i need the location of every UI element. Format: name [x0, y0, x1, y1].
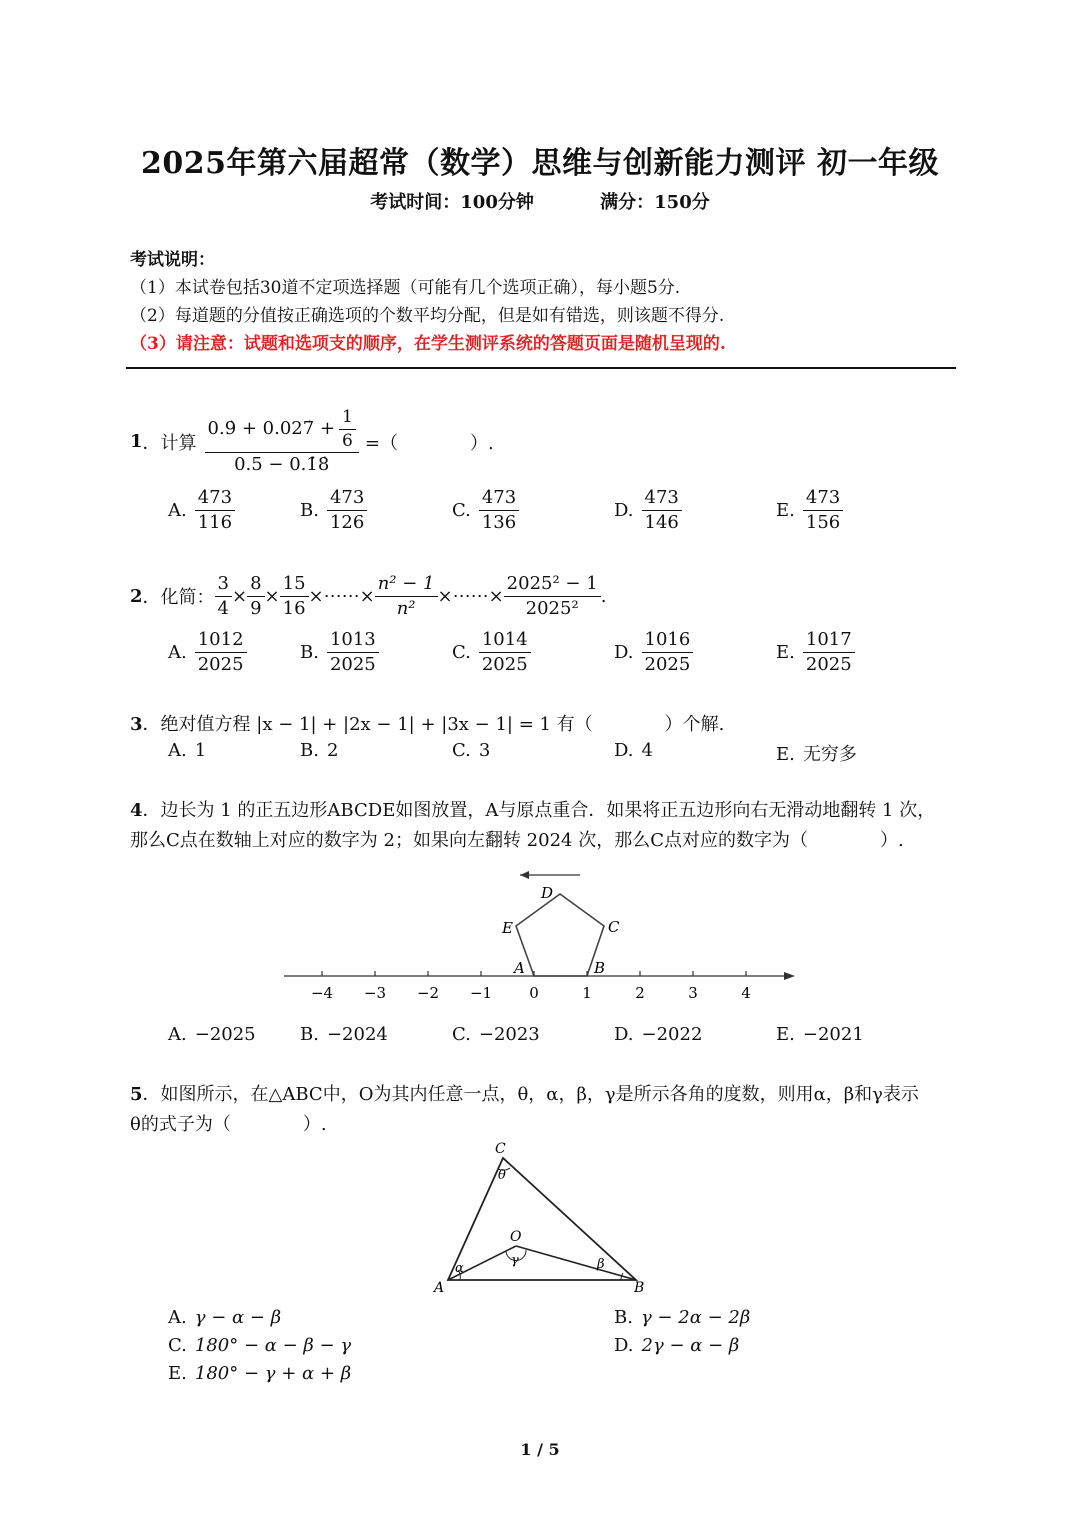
- option-denominator: 156: [805, 511, 841, 533]
- tick-label: −4: [310, 984, 334, 1002]
- q1-inner-num: 1: [339, 408, 356, 430]
- option-denominator: 2025: [644, 653, 691, 675]
- note-2: （2）每道题的分值按正确选项的个数平均分配，但是如有错选，则该题不得分.: [130, 306, 725, 326]
- angle-label-alpha: α: [455, 1261, 464, 1276]
- option-text: 2γ − α − β: [641, 1335, 740, 1356]
- option-numerator: 1013: [327, 630, 379, 653]
- option-label: A.: [168, 740, 187, 761]
- period: .: [600, 585, 607, 607]
- option-text: γ − α − β: [194, 1307, 282, 1328]
- denominator: 2025²: [525, 597, 579, 619]
- tick-label: 1: [582, 984, 592, 1002]
- option-label: A.: [168, 1024, 187, 1045]
- vertex-label-d: D: [541, 884, 554, 902]
- point-label-c: C: [495, 1141, 506, 1157]
- option-text: 2: [326, 740, 339, 761]
- denominator: n²: [396, 597, 416, 619]
- vertex-label-b: B: [594, 959, 606, 977]
- option-label: C.: [452, 1024, 471, 1045]
- option-denominator: 136: [481, 511, 517, 533]
- tick-label: 2: [635, 984, 645, 1002]
- option-text: −2023: [478, 1024, 540, 1045]
- number-line-arrow: [784, 972, 795, 980]
- question-line-2: 那么C点在数轴上对应的数字为 2；如果向左翻转 2024 次，那么C点对应的数字为（ ）.: [130, 830, 904, 851]
- question-number: 5: [130, 1084, 143, 1105]
- option-text: 180° − α − β − γ: [194, 1335, 352, 1356]
- ellipsis-times: ×⋯⋯×: [437, 585, 504, 607]
- option-label: D.: [614, 740, 634, 761]
- point-label-o: O: [510, 1229, 522, 1245]
- option-numerator: 1014: [479, 630, 531, 653]
- angle-label-theta: θ: [498, 1168, 506, 1183]
- ellipsis-times: ×⋯⋯×: [308, 585, 375, 607]
- triangle-figure: [420, 1138, 660, 1298]
- question-1: [130, 408, 494, 475]
- option-text: −2021: [802, 1024, 864, 1045]
- q4-option-a[interactable]: [168, 1024, 256, 1045]
- question-prefix: ．计算: [142, 432, 197, 454]
- q1-option-b[interactable]: [300, 488, 367, 533]
- numerator: 8: [247, 574, 264, 597]
- option-label: C.: [452, 499, 471, 521]
- option-numerator: 473: [642, 488, 682, 511]
- numerator: n² − 1: [375, 574, 438, 597]
- angle-label-gamma: γ: [511, 1253, 519, 1268]
- option-label: D.: [614, 1335, 634, 1356]
- option-label: C.: [452, 740, 471, 761]
- denominator: 9: [250, 597, 262, 619]
- header-divider: [126, 367, 956, 369]
- tick-label: 3: [688, 984, 698, 1002]
- option-label: B.: [614, 1307, 633, 1328]
- question-2: [130, 574, 606, 619]
- q2-option-d[interactable]: [614, 630, 693, 675]
- exam-notes: [130, 246, 726, 358]
- vertex-label-c: C: [608, 918, 620, 936]
- q3-option-a[interactable]: [168, 740, 206, 761]
- question-5: [130, 1080, 960, 1140]
- pentagon-number-line-figure: [270, 860, 810, 1010]
- q3-option-c[interactable]: [452, 740, 490, 761]
- q1-option-a[interactable]: [168, 488, 235, 533]
- triangle-abc: [448, 1158, 636, 1280]
- question-line-2: θ的式子为（ ）.: [130, 1114, 327, 1135]
- q1-option-c[interactable]: [452, 488, 519, 533]
- option-label: C.: [168, 1335, 187, 1356]
- option-label: E.: [776, 744, 795, 765]
- q2-option-e[interactable]: [776, 630, 855, 675]
- question-prefix: ．化简：: [142, 587, 215, 609]
- question-text: ．绝对值方程 |x − 1| + |2x − 1| + |3x − 1| = 1 有（ ）个解.: [142, 714, 725, 735]
- q5-option-a[interactable]: [168, 1307, 281, 1328]
- option-numerator: 473: [803, 488, 843, 511]
- vertex-label-a: A: [514, 959, 525, 977]
- option-text: 4: [641, 740, 653, 761]
- vertex-label-e: E: [502, 919, 513, 937]
- q5-option-d[interactable]: [614, 1335, 739, 1356]
- option-numerator: 1012: [195, 630, 247, 653]
- option-numerator: 473: [195, 488, 235, 511]
- page-title: 2025年第六届超常（数学）思维与创新能力测评 初一年级: [141, 146, 939, 181]
- tick-label: −3: [363, 984, 387, 1002]
- page-number: 1 / 5: [520, 1440, 560, 1459]
- question-number: 2: [130, 585, 143, 607]
- q5-option-e[interactable]: [168, 1363, 351, 1384]
- question-line-1: ．边长为 1 的正五边形ABCDE如图放置，A与原点重合．如果将正五边形向右无滑动地翻转 1 次，: [142, 800, 936, 821]
- q1-inner-fraction: [339, 408, 356, 450]
- option-label: B.: [300, 641, 319, 663]
- option-numerator: 1016: [642, 630, 694, 653]
- q2-option-a[interactable]: [168, 630, 247, 675]
- q1-option-e[interactable]: [776, 488, 843, 533]
- q1-denominator-expr: 0.5 − 0.1̇8̇: [234, 454, 330, 476]
- option-label: B.: [300, 499, 319, 521]
- denominator: 4: [217, 597, 229, 619]
- option-text: 180° − γ + α + β: [194, 1363, 352, 1384]
- option-text: γ − 2α − 2β: [640, 1307, 751, 1328]
- option-denominator: 2025: [329, 653, 376, 675]
- option-numerator: 473: [327, 488, 367, 511]
- option-label: E.: [776, 499, 795, 521]
- note-1: （1）本试卷包括30道不定项选择题（可能有几个选项正确），每小题5分.: [130, 278, 681, 298]
- tick-label: 4: [741, 984, 751, 1002]
- exam-info: [0, 188, 1080, 214]
- q2-fraction-2: [247, 574, 264, 619]
- q4-option-e[interactable]: [776, 1024, 864, 1045]
- question-number: 4: [130, 800, 143, 821]
- q1-numerator-expr: 0.9̇ + 0.027̇ +: [207, 418, 336, 440]
- numerator: 2025² − 1: [504, 574, 601, 597]
- option-text: 3: [478, 740, 491, 761]
- option-denominator: 2025: [805, 653, 852, 675]
- q3-option-b[interactable]: [300, 740, 338, 761]
- option-label: D.: [614, 499, 634, 521]
- q1-main-fraction: [205, 408, 359, 475]
- q4-option-b[interactable]: [300, 1024, 388, 1045]
- option-label: C.: [452, 641, 471, 663]
- option-label: B.: [300, 1024, 319, 1045]
- numerator: 15: [280, 574, 309, 597]
- q3-option-e[interactable]: [776, 740, 857, 766]
- full-score: 满分：150分: [600, 192, 710, 213]
- option-label: E.: [776, 641, 795, 663]
- notes-heading: 考试说明：: [130, 250, 215, 270]
- point-label-b: B: [634, 1280, 645, 1296]
- direction-arrow-head: [520, 871, 529, 879]
- q3-option-d[interactable]: [614, 740, 653, 761]
- denominator: 16: [282, 597, 306, 619]
- point-label-a: A: [434, 1280, 445, 1296]
- option-denominator: 116: [197, 511, 233, 533]
- option-label: A.: [168, 1307, 187, 1328]
- note-3-warning: （3）请注意：试题和选项支的顺序，在学生测评系统的答题页面是随机呈现的.: [130, 334, 726, 354]
- option-denominator: 126: [329, 511, 365, 533]
- question-suffix: =（ ）.: [364, 432, 494, 454]
- question-line-1: ．如图所示，在△ABC中，O为其内任意一点，θ，α，β，γ是所示各角的度数，则用α，β和γ表示: [142, 1084, 919, 1105]
- q2-fraction-3: [280, 574, 309, 619]
- option-label: A.: [168, 641, 187, 663]
- q5-option-b[interactable]: [614, 1307, 750, 1328]
- question-4: [130, 796, 960, 856]
- option-label: E.: [776, 1024, 795, 1045]
- q2-fraction-1: [215, 574, 232, 619]
- option-text: −2022: [641, 1024, 703, 1045]
- q1-inner-den: 6: [342, 430, 353, 451]
- question-number: 3: [130, 714, 143, 735]
- q4-option-c[interactable]: [452, 1024, 540, 1045]
- option-text: 无穷多: [802, 744, 857, 765]
- times-sign: ×: [231, 585, 248, 607]
- q2-option-c[interactable]: [452, 630, 531, 675]
- tick-label: −2: [416, 984, 440, 1002]
- option-denominator: 2025: [481, 653, 528, 675]
- option-label: D.: [614, 1024, 634, 1045]
- option-label: A.: [168, 499, 187, 521]
- option-text: −2024: [326, 1024, 388, 1045]
- q2-fraction-n: [375, 574, 438, 619]
- tick-label: −1: [469, 984, 493, 1002]
- option-denominator: 2025: [197, 653, 244, 675]
- option-label: B.: [300, 740, 319, 761]
- q2-fraction-last: [504, 574, 601, 619]
- option-label: E.: [168, 1363, 187, 1384]
- option-text: −2025: [194, 1024, 256, 1045]
- question-number: 1: [130, 431, 143, 453]
- option-denominator: 146: [644, 511, 679, 533]
- angle-label-beta: β: [597, 1257, 605, 1272]
- option-numerator: 1017: [803, 630, 855, 653]
- times-sign: ×: [264, 585, 280, 607]
- exam-time: 考试时间：100分钟: [370, 192, 534, 213]
- question-3: [130, 710, 724, 736]
- q1-option-d[interactable]: [614, 488, 682, 533]
- option-text: 1: [194, 740, 207, 761]
- numerator: 3: [215, 574, 232, 597]
- option-numerator: 473: [479, 488, 519, 511]
- tick-label: 0: [529, 984, 539, 1002]
- q4-option-d[interactable]: [614, 1024, 702, 1045]
- pentagon-shape: [516, 894, 604, 976]
- option-label: D.: [614, 641, 634, 663]
- q5-option-c[interactable]: [168, 1335, 351, 1356]
- q2-option-b[interactable]: [300, 630, 379, 675]
